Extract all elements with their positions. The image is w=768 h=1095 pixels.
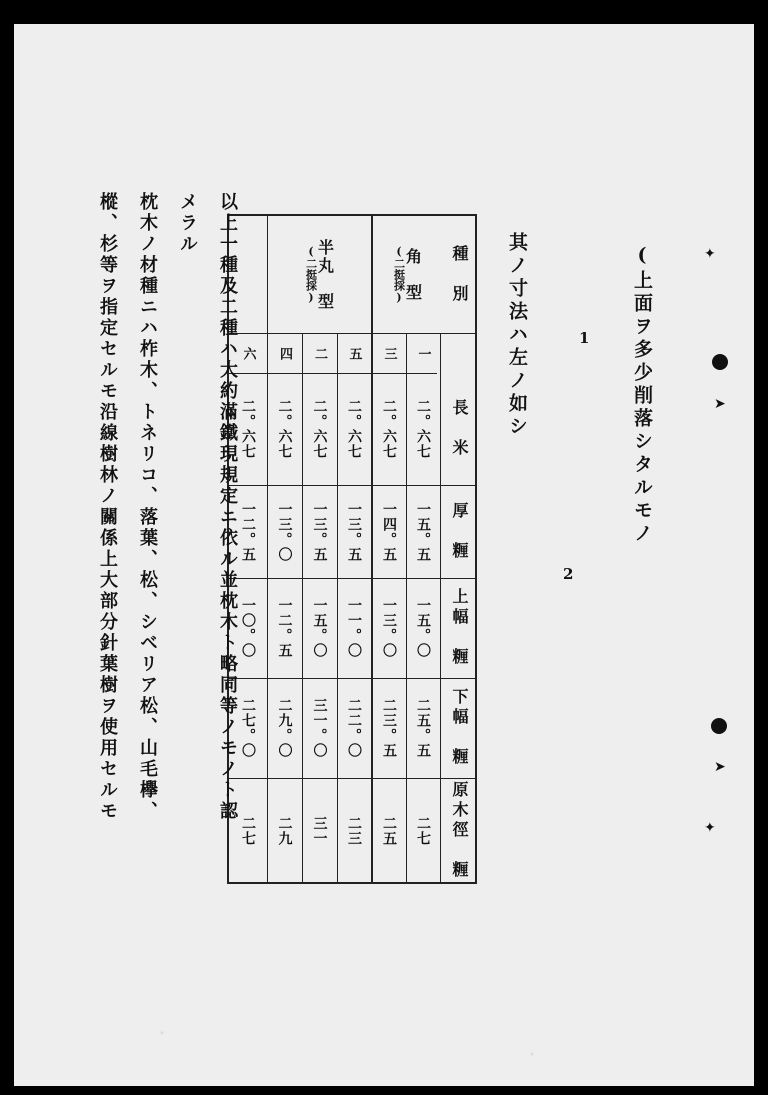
header-bottom-width: 下幅 糎 <box>450 688 469 768</box>
cell-value: 一五。〇 <box>311 598 328 658</box>
cell-value: 二五。五 <box>415 698 431 758</box>
cell-value: 一二。五 <box>240 501 256 562</box>
margin-number-1: 1 <box>579 329 590 347</box>
margin-mark: ➤ <box>714 396 726 412</box>
cell-value: 一一。〇 <box>346 598 362 658</box>
group-type-sub: (二挺採) <box>304 245 318 304</box>
table-intro: 其ノ寸法ハ左ノ如シ <box>506 232 528 439</box>
cell-value: 三一。〇 <box>311 698 328 758</box>
row-number: 二 <box>312 346 327 360</box>
binding-hole <box>712 354 728 370</box>
cell-value: 二。六七 <box>240 399 256 459</box>
header-type: 種 別 <box>450 244 469 305</box>
cell-value: 一三。五 <box>311 501 328 562</box>
body-line: メラル <box>177 192 198 255</box>
margin-mark: ✦ <box>704 820 716 836</box>
cell-value: 二。六七 <box>276 399 293 459</box>
cell-value: 一四。五 <box>381 501 397 562</box>
margin-number-2: 2 <box>563 565 574 583</box>
cell-value: 二二。〇 <box>346 698 362 758</box>
header-log-diameter: 原木徑 糎 <box>450 781 469 881</box>
cell-value: 二。六七 <box>381 399 397 459</box>
cell-value: 二七 <box>415 816 431 846</box>
cell-value: 二三 <box>346 816 362 846</box>
dimension-table <box>227 214 477 884</box>
cell-value: 二五 <box>381 816 397 846</box>
body-line: 樅、杉等ヲ指定セルモ沿線樹林ノ關係上大部分針葉樹ヲ使用セルモ <box>97 192 118 822</box>
heading-line: (上面ヲ多少削落シタルモノ <box>631 244 653 546</box>
header-thickness: 厚 糎 <box>450 501 469 562</box>
group-type-square <box>373 216 441 333</box>
cell-value: 一三。〇 <box>276 501 293 562</box>
cell-value: 二七。〇 <box>240 698 256 758</box>
cell-value: 二九。〇 <box>276 698 293 758</box>
cell-value: 三一 <box>311 816 328 846</box>
cell-value: 一二。五 <box>276 598 293 658</box>
header-top-width: 上幅 糎 <box>450 588 469 668</box>
body-line: 枕木ノ材種ニハ柞木、トネリコ、落葉、松、シベリア松、山毛欅、 <box>137 192 158 822</box>
cell-value: 二。六七 <box>415 399 431 459</box>
cell-value: 一〇。〇 <box>240 598 256 658</box>
body-line: 以上一種及二種ハ大約滿鐵現規定ニ依ル並枕木ト略同等ノモノト認 <box>217 192 238 822</box>
cell-value: 二。六七 <box>311 399 328 459</box>
cell-value: 一三。〇 <box>381 598 397 658</box>
row-number: 六 <box>240 346 256 360</box>
cell-value: 一五。五 <box>415 501 431 562</box>
group-type-label: 角 型 <box>403 247 423 302</box>
binding-hole <box>711 718 727 734</box>
cell-value: 二七 <box>240 816 256 846</box>
row-number: 一 <box>415 346 431 360</box>
cell-value: 一三。五 <box>346 501 362 562</box>
row-number: 四 <box>277 346 292 360</box>
row-number: 三 <box>381 346 397 360</box>
margin-mark: ✦ <box>704 246 716 262</box>
cell-value: 一五。〇 <box>415 598 431 658</box>
header-length: 長 米 <box>450 399 469 459</box>
cell-value: 二三。五 <box>381 698 397 758</box>
group-type-half-round <box>267 216 371 333</box>
margin-mark: ➤ <box>714 759 726 775</box>
group-type-sub: (二挺採) <box>392 245 406 304</box>
cell-value: 二。六七 <box>346 399 362 459</box>
group-type-label: 半丸 型 <box>315 238 335 311</box>
row-number: 五 <box>346 346 362 360</box>
document-page <box>14 24 754 1086</box>
cell-value: 二九 <box>276 816 293 846</box>
